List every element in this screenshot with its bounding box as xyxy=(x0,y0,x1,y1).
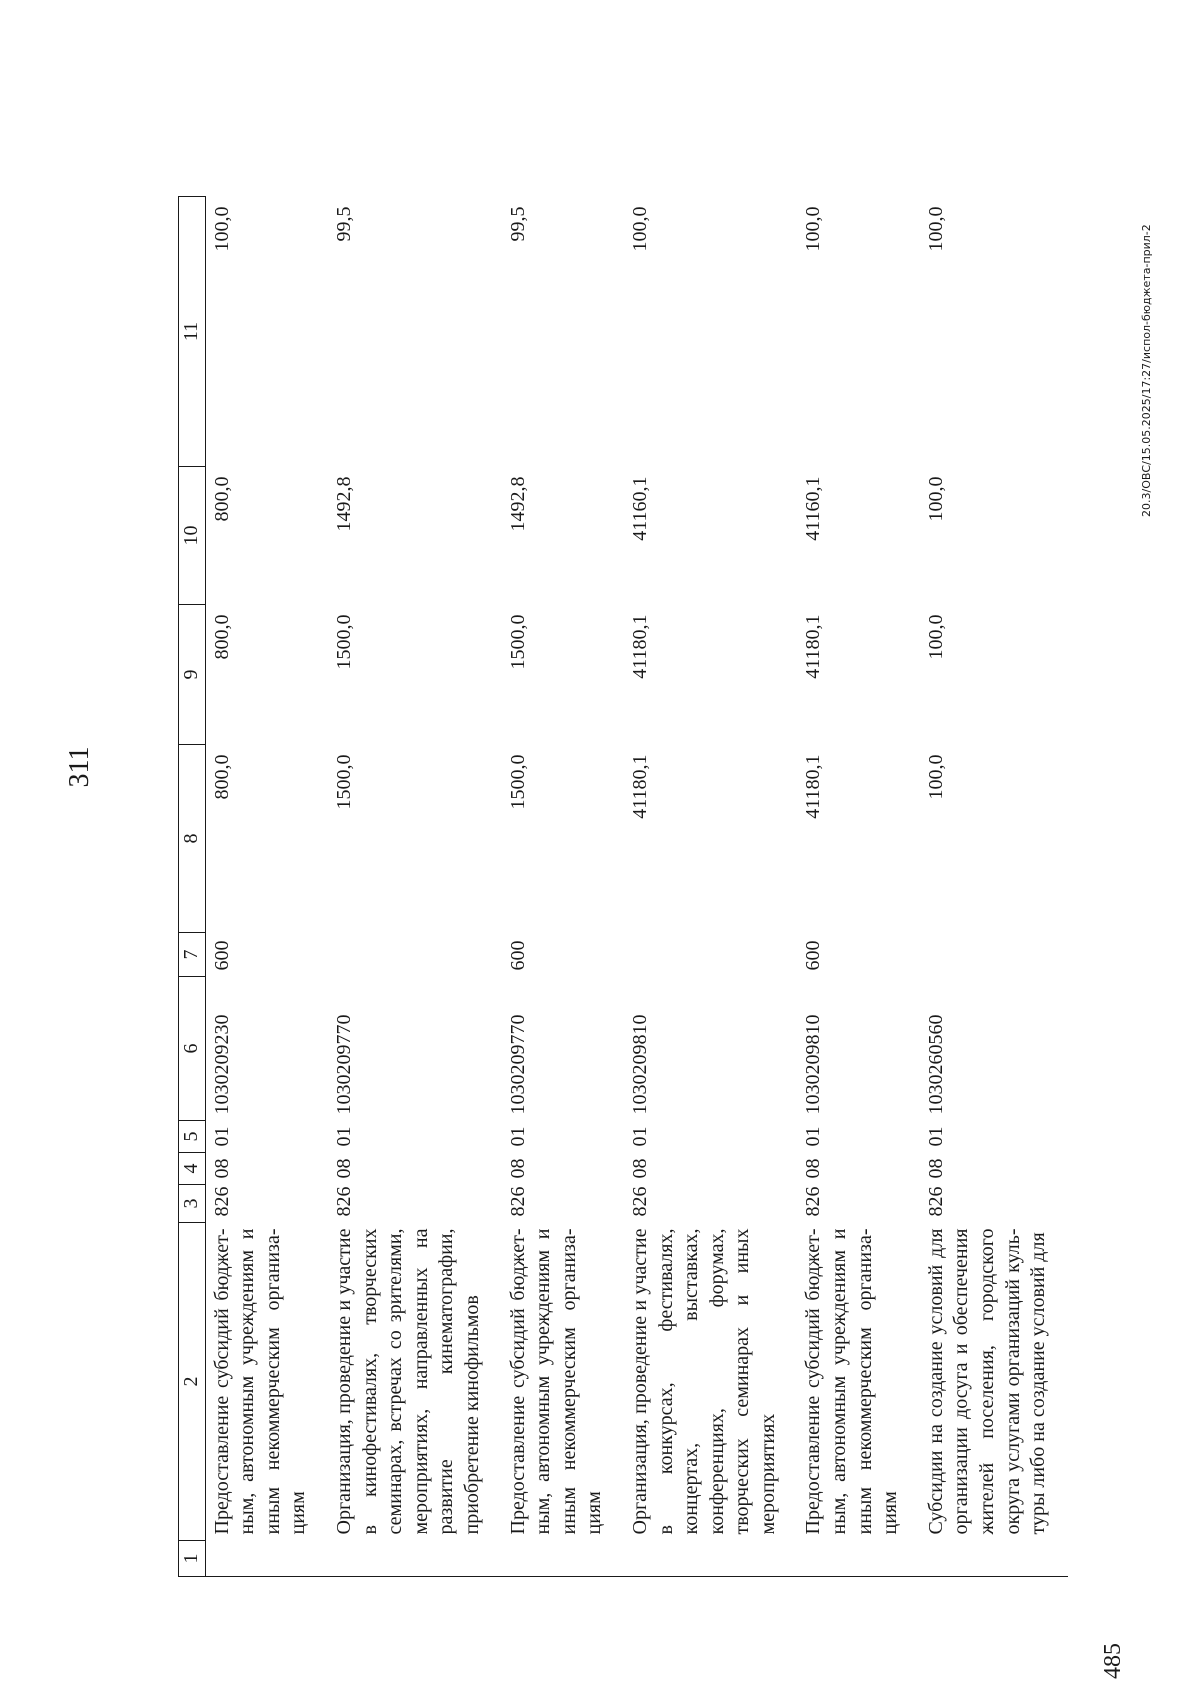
row-number-cell xyxy=(797,1541,919,1577)
row-number-cell xyxy=(502,1541,624,1577)
amount-cell: 100,0 xyxy=(924,476,947,522)
description-cell: Предоставление субсидий бюджетным, автономным учреждениям и иным некоммерческим организациям xyxy=(802,1228,902,1535)
corner-number: 485 xyxy=(1100,1643,1126,1679)
table-row xyxy=(502,197,624,1577)
amount-cell: 1500,0 xyxy=(332,754,355,810)
column-header: 7 xyxy=(179,933,206,977)
column-header: 1 xyxy=(179,1541,206,1577)
percent-cell: 100,0 xyxy=(924,206,947,252)
column-header: 3 xyxy=(179,1185,206,1223)
amount-cell: 800,0 xyxy=(210,614,233,660)
amount-cell: 41180,1 xyxy=(802,614,825,679)
page-number: 311 xyxy=(64,746,95,788)
description-cell: Предоставление субсидий бюджетным, автономным учреждениям и иным некоммерческим организациям xyxy=(210,1228,310,1535)
code-cell: 1030209810 xyxy=(628,1014,651,1115)
amount-cell: 41180,1 xyxy=(802,754,825,819)
code-cell: 826 xyxy=(506,1186,529,1217)
row-number-cell xyxy=(205,1541,328,1577)
amount-cell: 1492,8 xyxy=(332,476,355,532)
table-row xyxy=(205,197,328,1577)
column-header: 2 xyxy=(179,1223,206,1541)
table-row xyxy=(797,197,919,1577)
table-row xyxy=(624,197,798,1577)
table-row xyxy=(920,197,1068,1577)
amount-cell: 1500,0 xyxy=(506,614,529,670)
amount-cell: 800,0 xyxy=(210,476,233,522)
code-cell: 01 xyxy=(332,1126,355,1147)
code-cell: 826 xyxy=(802,1186,825,1217)
percent-cell: 100,0 xyxy=(802,206,825,252)
code-cell: 826 xyxy=(332,1186,355,1217)
column-header: 4 xyxy=(179,1153,206,1185)
code-cell xyxy=(328,933,502,977)
code-cell: 600 xyxy=(506,940,529,971)
description-cell: Организация, проведение и участие в кинофестивалях, творческих семинарах, встречах со зрителями, мероприятиях, направленных на развитие кинематографии, приобретение кинофильмов xyxy=(332,1228,483,1535)
code-cell: 1030209770 xyxy=(506,1014,529,1115)
amount-cell: 1500,0 xyxy=(332,614,355,670)
code-cell: 1030209810 xyxy=(802,1014,825,1115)
amount-cell: 41180,1 xyxy=(628,754,651,819)
code-cell: 01 xyxy=(506,1126,529,1147)
code-cell: 1030209770 xyxy=(332,1014,355,1115)
code-cell: 01 xyxy=(210,1126,233,1147)
table-row xyxy=(328,197,502,1577)
code-cell: 826 xyxy=(924,1186,947,1217)
amount-cell: 41180,1 xyxy=(628,614,651,679)
percent-cell: 100,0 xyxy=(628,206,651,252)
amount-cell: 100,0 xyxy=(924,614,947,660)
code-cell xyxy=(920,933,1068,977)
code-cell: 08 xyxy=(506,1158,529,1179)
code-cell: 08 xyxy=(210,1158,233,1179)
code-cell: 08 xyxy=(924,1158,947,1179)
amount-cell: 41160,1 xyxy=(802,476,825,541)
code-cell: 826 xyxy=(628,1186,651,1217)
code-cell: 826 xyxy=(210,1186,233,1217)
code-cell: 01 xyxy=(924,1126,947,1147)
code-cell: 1030260560 xyxy=(924,1014,947,1115)
amount-cell: 800,0 xyxy=(210,754,233,800)
amount-cell: 1500,0 xyxy=(506,754,529,810)
percent-cell: 99,5 xyxy=(332,206,355,242)
description-cell: Предоставление субсидий бюджетным, автономным учреждениям и иным некоммерческим организациям xyxy=(506,1228,606,1535)
column-header: 11 xyxy=(179,197,206,467)
code-cell: 600 xyxy=(802,940,825,971)
code-cell: 08 xyxy=(802,1158,825,1179)
code-cell: 08 xyxy=(628,1158,651,1179)
description-cell: Субсидии на создание условий для организации досуга и обеспечения жителей поселения, городского округа услугами организаций культуры либо на создание условий для xyxy=(924,1228,1050,1535)
percent-cell: 100,0 xyxy=(210,206,233,252)
table-header-row xyxy=(179,197,206,1577)
amount-cell: 100,0 xyxy=(924,754,947,800)
amount-cell: 41160,1 xyxy=(628,476,651,541)
column-header: 6 xyxy=(179,977,206,1121)
column-header: 10 xyxy=(179,467,206,605)
code-cell: 08 xyxy=(332,1158,355,1179)
row-number-cell xyxy=(624,1541,798,1577)
row-number-cell xyxy=(920,1541,1068,1577)
code-cell: 1030209230 xyxy=(210,1014,233,1115)
footer-code: 20.3/ОВС/15.05.2025/17:27/испол-бюджета-прил-2 xyxy=(1140,224,1153,517)
description-cell: Организация, проведение и участие в конкурсах, фестивалях, концертах, выставках, конференциях, форумах, творческих семинарах и иных мероприятиях xyxy=(628,1228,779,1535)
column-header: 8 xyxy=(179,745,206,933)
code-cell xyxy=(624,933,798,977)
code-cell: 01 xyxy=(628,1126,651,1147)
amount-cell: 1492,8 xyxy=(506,476,529,532)
column-header: 5 xyxy=(179,1121,206,1153)
percent-cell: 99,5 xyxy=(506,206,529,242)
code-cell: 01 xyxy=(802,1126,825,1147)
budget-table xyxy=(178,196,1068,1577)
row-number-cell xyxy=(328,1541,502,1577)
column-header: 9 xyxy=(179,605,206,745)
code-cell: 600 xyxy=(210,940,233,971)
